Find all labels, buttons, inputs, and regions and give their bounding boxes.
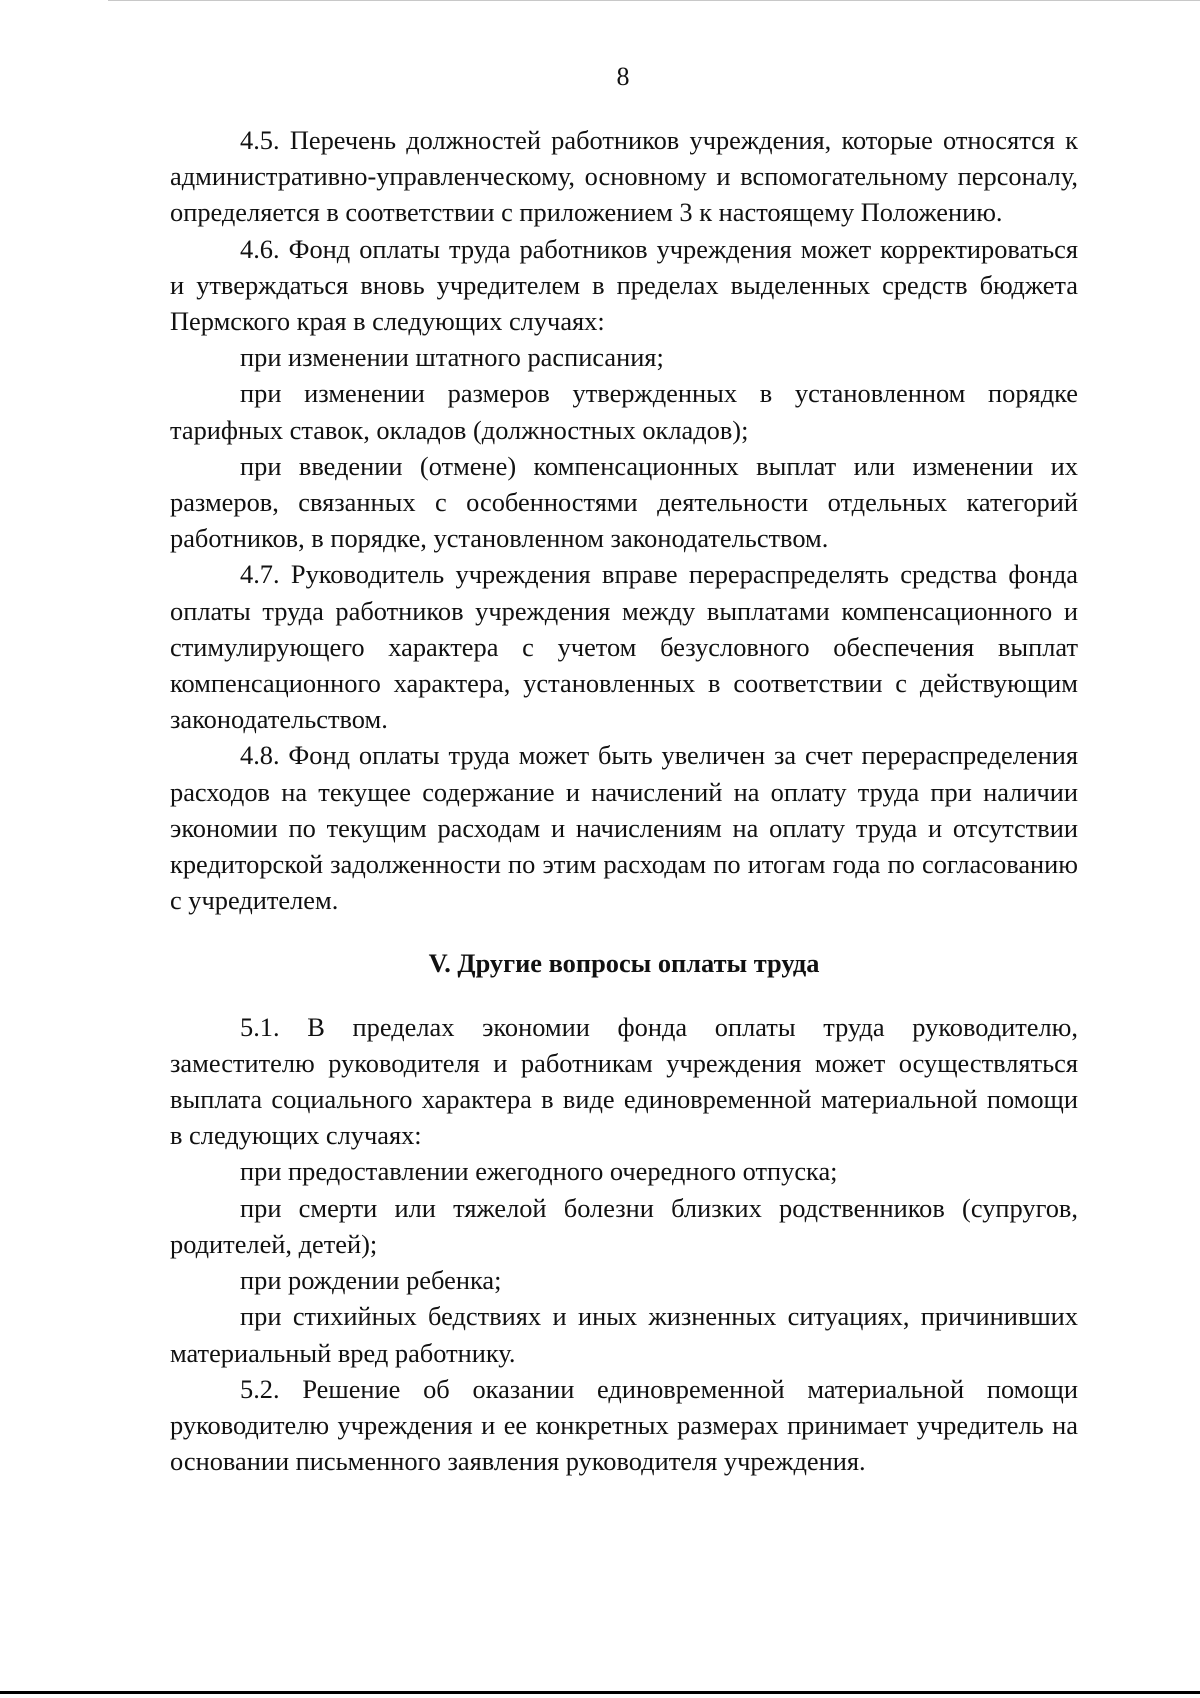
paragraph-4-8: 4.8. Фонд оплаты труда может быть увеличен за счет перераспределения расходов на текущее содержание и начислений на оплату труда при наличии экономии по текущим расходам и начислениям на оплату труда и отсутствии кредиторской задолженности по этим расходам по итогам года по согласованию с учредителем. (170, 740, 1078, 916)
list-item-death-illness: при смерти или тяжелой болезни близких родственников (супругов, родителей, детей); (170, 1192, 1078, 1259)
list-item-childbirth: при рождении ребенка; (240, 1265, 502, 1296)
paragraph-4-6: 4.6. Фонд оплаты труда работников учреждения может корректироваться и утверждаться вновь учредителем в пределах выделенных средств бюджета Пермского края в следующих случаях: (170, 233, 1078, 337)
list-item-compensation-payments: при введении (отмене) компенсационных выплат или изменении их размеров, связанных с особенностями деятельности отдельных категорий работников, в порядке, установленном законодательством. (170, 450, 1078, 554)
list-item-disasters: при стихийных бедствиях и иных жизненных ситуациях, причинивших материальный вред работнику. (170, 1301, 1078, 1368)
list-item-staff-schedule: при изменении штатного расписания; (240, 342, 664, 373)
paragraph-4-5: 4.5. Перечень должностей работников учреждения, которые относятся к административно-управленческому, основному и вспомогательному персоналу, определяется в соответствии с приложением 3 к настоящему Положению. (170, 125, 1078, 228)
list-item-vacation: при предоставлении ежегодного очередного отпуска; (240, 1156, 838, 1187)
scan-bottom-edge (0, 1691, 1200, 1694)
section-title: V. Другие вопросы оплаты труда (428, 948, 820, 979)
list-item-tariff-rates: при изменении размеров утвержденных в установленном порядке тарифных ставок, окладов (должностных окладов); (170, 378, 1078, 445)
page-number: 8 (616, 62, 630, 91)
document-body (170, 122, 1078, 1479)
paragraph-4-7: 4.7. Руководитель учреждения вправе перераспределять средства фонда оплаты труда работников учреждения между выплатами компенсационного и стимулирующего характера с учетом безусловного обеспечения выплат компенсационного характера, установленных в соответствии с действующим законодательством. (170, 559, 1078, 735)
scan-top-edge (108, 0, 1200, 1)
paragraph-5-1: 5.1. В пределах экономии фонда оплаты труда руководителю, заместителю руководителя и работникам учреждения может осуществляться выплата социального характера в виде единовременной материальной помощи в следующих случаях: (170, 1011, 1078, 1151)
paragraph-5-2: 5.2. Решение об оказании единовременной материальной помощи руководителю учреждения и ее конкретных размерах принимает учредитель на основании письменного заявления руководителя учреждения. (170, 1373, 1078, 1477)
